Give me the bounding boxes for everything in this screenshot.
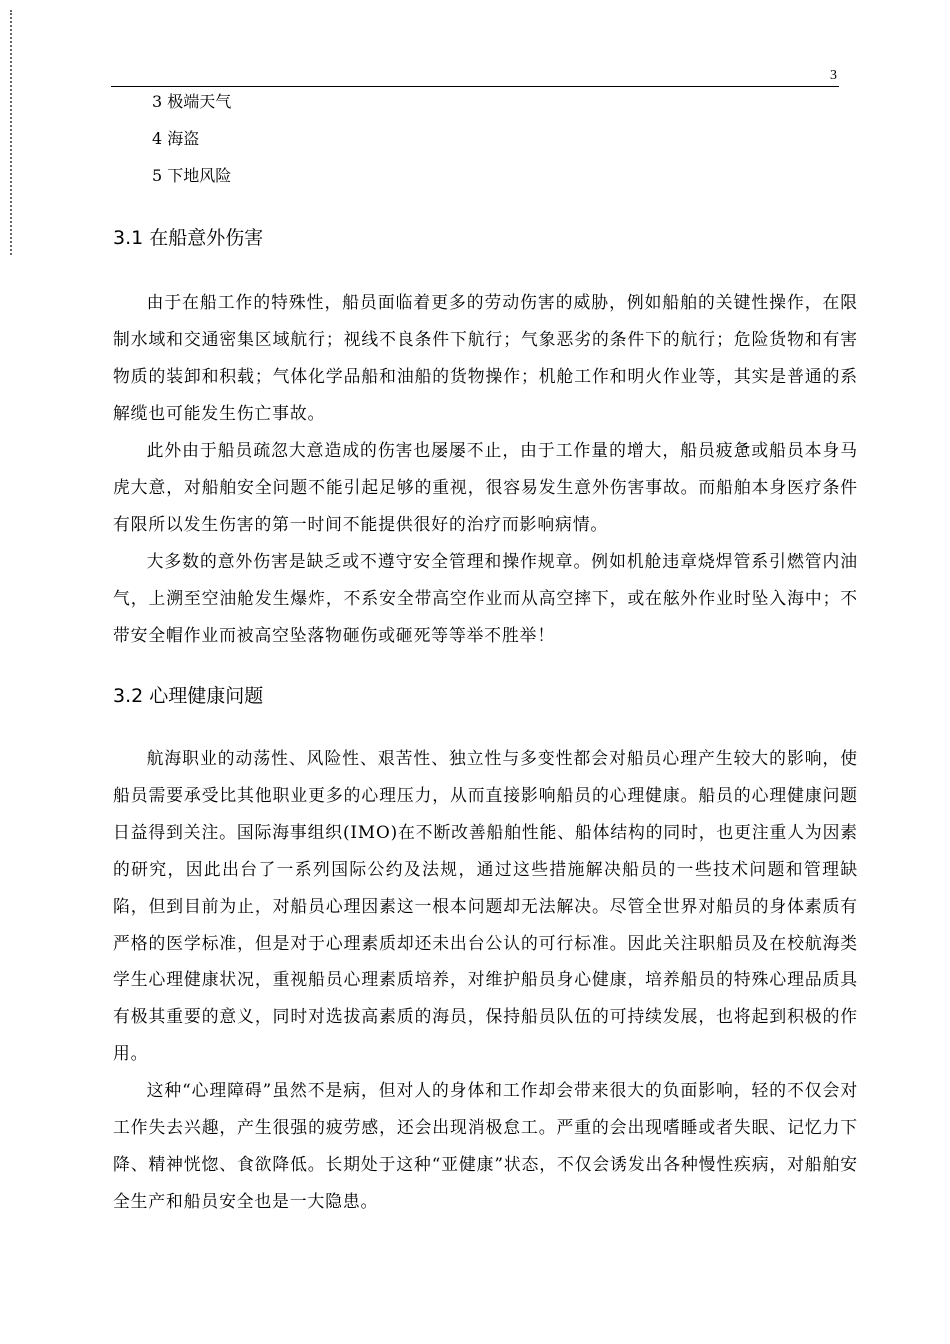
paragraph: 航海职业的动荡性、风险性、艰苦性、独立性与多变性都会对船员心理产生较大的影响，使船员需要承受比其他职业更多的心理压力，从而直接影响船员的心理健康。船员的心理健康问题日益得到关注。国际海事组织(IMO)在不断改善船舶性能、船体结构的同时，也更注重人为因素的研究，因此出台了一系列国际公约及法规，通过这些措施解决船员的一些技术问题和管理缺陷，但到目前为止，对船员心理因素这一根本问题却无法解决。尽管全世界对船员的身体素质有严格的医学标准，但是对于心理素质却还未出台公认的可行标准。因此关注职船员及在校航海类学生心理健康状况，重视船员心理素质培养，对维护船员身心健康，培养船员的特殊心理品质具有极其重要的意义，同时对选拔高素质的海员，保持船员队伍的可持续发展，也将起到积极的作用。 [113,748,858,1064]
list-item: 4 海盗 [152,129,200,148]
list-item: 5 下地风险 [152,166,232,185]
section-heading-3-2: 3.2 心理健康问题 [113,685,264,707]
paragraph: 由于在船工作的特殊性，船员面临着更多的劳动伤害的威胁，例如船舶的关键性操作，在限制水域和交通密集区域航行；视线不良条件下航行；气象恶劣的条件下的航行；危险货物和有害物质的装卸和积载；气体化学品船和油船的货物操作；机舱工作和明火作业等，其实是普通的系解缆也可能发生伤亡事故。 [113,292,858,423]
paragraph: 大多数的意外伤害是缺乏或不遵守安全管理和操作规章。例如机舱违章烧焊管系引燃管内油气，上溯至空油舱发生爆炸，不系安全带高空作业而从高空摔下，或在舷外作业时坠入海中；不带安全帽作业而被高空坠落物砸伤或砸死等等举不胜举！ [113,551,858,645]
page-number: 3 [830,68,837,83]
binding-margin-line [10,10,12,255]
paragraph: 这种“心理障碍”虽然不是病，但对人的身体和工作却会带来很大的负面影响，轻的不仅会对工作失去兴趣，产生很强的疲劳感，还会出现消极怠工。严重的会出现嗜睡或者失眠、记忆力下降、精神恍惚、食欲降低。长期处于这种“亚健康”状态，不仅会诱发出各种慢性疾病，对船舶安全生产和船员安全也是一大隐患。 [113,1080,858,1211]
section-heading-3-1: 3.1 在船意外伤害 [113,227,264,249]
header-rule [111,86,839,87]
list-item: 3 极端天气 [152,92,232,111]
paragraph: 此外由于船员疏忽大意造成的伤害也屡屡不止，由于工作量的增大，船员疲惫或船员本身马虎大意，对船舶安全问题不能引起足够的重视，很容易发生意外伤害事故。而船舶本身医疗条件有限所以发生伤害的第一时间不能提供很好的治疗而影响病情。 [113,440,858,534]
